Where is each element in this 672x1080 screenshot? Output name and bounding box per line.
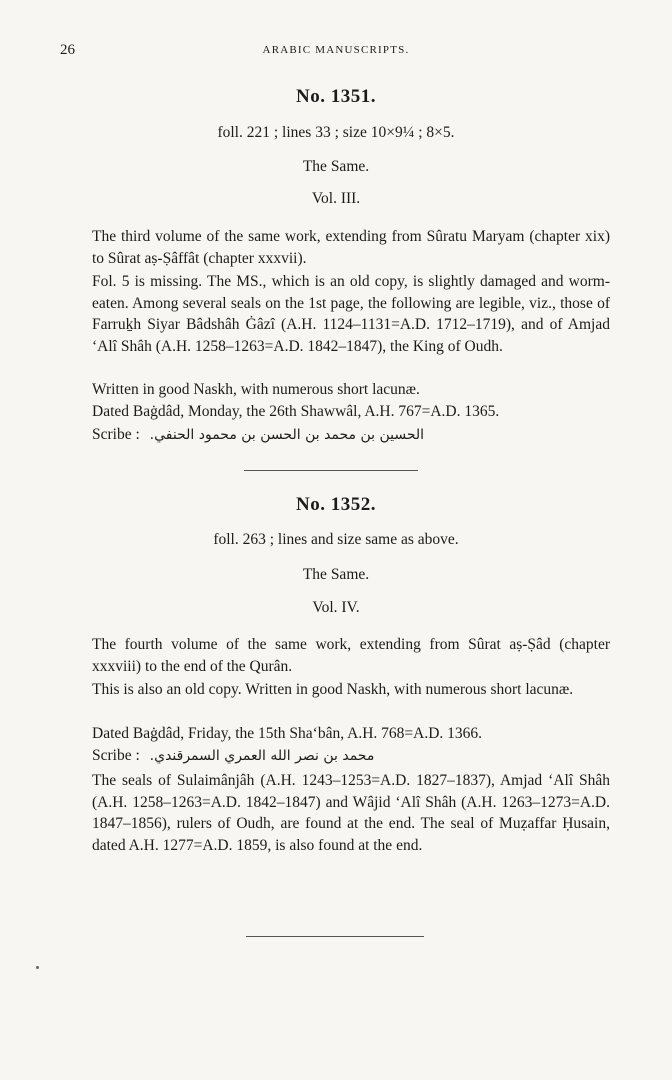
entry-1351-work: The Same. (302, 158, 370, 175)
entry-1351-date: Dated Baġdâd, Monday, the 26th Shawwâl, A.H. 767=A.D. 1365. (92, 403, 500, 420)
end-divider (246, 936, 424, 937)
entry-1352-condition: This is also an old copy. Written in good Naskh, with numerous short lacunæ. (92, 681, 574, 698)
paper-speck (36, 966, 39, 969)
entry-1351-script: Written in good Naskh, with numerous short lacunæ. (92, 381, 420, 398)
entry-1352-description: The fourth volume of the same work, extending from Sûrat aṣ-Ṣâd (chapter xxxviii) to the end of the Qurân. (92, 636, 610, 675)
entry-1351-title: No. 1351. (296, 86, 376, 107)
entry-1352-title: No. 1352. (296, 494, 376, 515)
scribe-arabic-name: محمد بن نصر الله العمري السمرقندي. (149, 748, 375, 764)
scribe-label: Scribe : (92, 747, 140, 764)
entry-1351-details: foll. 221 ; lines 33 ; size 10×9¼ ; 8×5. (217, 124, 455, 141)
scribe-arabic-name: الحسين بن محمد بن الحسن بن محمود الحنفي. (149, 427, 425, 443)
entry-1352-scribe (92, 745, 610, 768)
section-divider (244, 470, 418, 471)
entry-1352-volume: Vol. IV. (312, 599, 360, 616)
entry-1352-work: The Same. (302, 566, 370, 583)
page-header (60, 42, 612, 64)
entry-1351-volume: Vol. III. (311, 190, 361, 207)
entry-1351-condition: Fol. 5 is missing. The MS., which is an old copy, is slightly damaged and worm-eaten. Among several seals on the 1st page, the following are legible, viz., those of Farruḵh Siyar Bâdshâh Ġâzî (A.H. 1124–1131=A.D. 1712–1719), and of Amjad ‘Alî Shâh (A.H. 1258–1263=A.D. 1842–1847), the King of Oudh. (92, 273, 610, 355)
entry-1351-scribe (92, 424, 610, 447)
entry-1352-details: foll. 263 ; lines and size same as above. (213, 531, 459, 548)
scribe-label: Scribe : (92, 426, 140, 443)
entry-1351-description: The third volume of the same work, extending from Sûratu Maryam (chapter xix) to Sûrat aṣ-Ṣâffât (chapter xxxvii). (92, 228, 610, 267)
page-number: 26 (60, 42, 75, 58)
running-title: ARABIC MANUSCRIPTS. (262, 44, 410, 56)
entry-1352-seals: The seals of Sulaimânjâh (A.H. 1243–1253=A.D. 1827–1837), Amjad ‘Alî Shâh (A.H. 1258–1263=A.D. 1842–1847) and Wâjid ‘Alî Shâh (A.H. 1263–1273=A.D. 1847–1856), rulers of Oudh, are found at the end. The seal of Muẓaffar Ḥusain, dated A.H. 1277=A.D. 1859, is also found at the end. (92, 772, 610, 854)
entry-1352-date: Dated Baġdâd, Friday, the 15th Sha‘bân, A.H. 768=A.D. 1366. (92, 725, 483, 742)
